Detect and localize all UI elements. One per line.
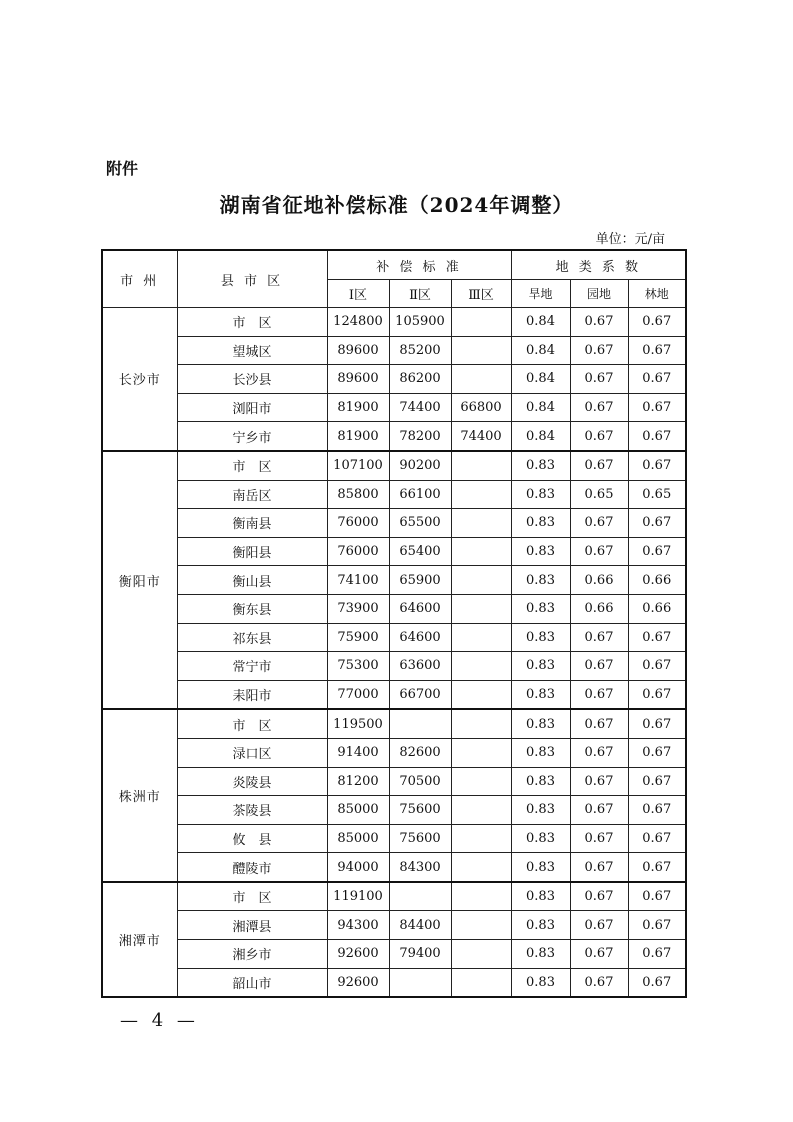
dry-coef-cell: 0.83 bbox=[511, 882, 570, 911]
zone1-cell: 76000 bbox=[327, 537, 389, 566]
zone3-cell bbox=[451, 824, 511, 853]
forest-coef-cell: 0.67 bbox=[628, 623, 686, 652]
zone3-cell bbox=[451, 652, 511, 681]
zone1-cell: 107100 bbox=[327, 451, 389, 480]
table-row bbox=[102, 594, 686, 623]
forest-coef-cell: 0.67 bbox=[628, 968, 686, 997]
zone1-cell: 81900 bbox=[327, 422, 389, 451]
garden-coef-cell: 0.67 bbox=[570, 824, 628, 853]
zone1-cell: 89600 bbox=[327, 336, 389, 365]
county-cell: 衡东县 bbox=[177, 594, 327, 623]
zone2-cell bbox=[389, 709, 451, 738]
garden-coef-cell: 0.67 bbox=[570, 509, 628, 538]
header-zone2: Ⅱ区 bbox=[389, 280, 451, 308]
table-row bbox=[102, 940, 686, 969]
zone3-cell bbox=[451, 451, 511, 480]
dry-coef-cell: 0.83 bbox=[511, 968, 570, 997]
garden-coef-cell: 0.67 bbox=[570, 652, 628, 681]
zone2-cell: 64600 bbox=[389, 623, 451, 652]
header-dry-land: 旱地 bbox=[511, 280, 570, 308]
table-row bbox=[102, 480, 686, 509]
dry-coef-cell: 0.83 bbox=[511, 509, 570, 538]
table-row bbox=[102, 451, 686, 480]
dry-coef-cell: 0.83 bbox=[511, 796, 570, 825]
garden-coef-cell: 0.66 bbox=[570, 594, 628, 623]
zone2-cell: 105900 bbox=[389, 308, 451, 337]
garden-coef-cell: 0.67 bbox=[570, 422, 628, 451]
forest-coef-cell: 0.67 bbox=[628, 709, 686, 738]
zone1-cell: 124800 bbox=[327, 308, 389, 337]
forest-coef-cell: 0.65 bbox=[628, 480, 686, 509]
forest-coef-cell: 0.66 bbox=[628, 594, 686, 623]
table-row bbox=[102, 796, 686, 825]
dry-coef-cell: 0.84 bbox=[511, 308, 570, 337]
dry-coef-cell: 0.83 bbox=[511, 824, 570, 853]
zone2-cell: 64600 bbox=[389, 594, 451, 623]
zone3-cell bbox=[451, 336, 511, 365]
county-cell: 衡南县 bbox=[177, 509, 327, 538]
zone2-cell: 65400 bbox=[389, 537, 451, 566]
zone1-cell: 75900 bbox=[327, 623, 389, 652]
zone2-cell: 75600 bbox=[389, 824, 451, 853]
zone1-cell: 85800 bbox=[327, 480, 389, 509]
county-cell: 市 区 bbox=[177, 451, 327, 480]
garden-coef-cell: 0.67 bbox=[570, 853, 628, 882]
garden-coef-cell: 0.67 bbox=[570, 623, 628, 652]
table-row bbox=[102, 824, 686, 853]
zone1-cell: 94000 bbox=[327, 853, 389, 882]
zone3-cell bbox=[451, 594, 511, 623]
zone3-cell bbox=[451, 308, 511, 337]
forest-coef-cell: 0.67 bbox=[628, 767, 686, 796]
dry-coef-cell: 0.83 bbox=[511, 480, 570, 509]
county-cell: 市 区 bbox=[177, 308, 327, 337]
city-cell: 长沙市 bbox=[102, 308, 177, 451]
table-row bbox=[102, 738, 686, 767]
zone1-cell: 119100 bbox=[327, 882, 389, 911]
zone2-cell: 70500 bbox=[389, 767, 451, 796]
header-garden-land: 园地 bbox=[570, 280, 628, 308]
garden-coef-cell: 0.67 bbox=[570, 968, 628, 997]
forest-coef-cell: 0.67 bbox=[628, 680, 686, 709]
dry-coef-cell: 0.83 bbox=[511, 623, 570, 652]
zone2-cell: 65500 bbox=[389, 509, 451, 538]
garden-coef-cell: 0.67 bbox=[570, 709, 628, 738]
zone1-cell: 75300 bbox=[327, 652, 389, 681]
county-cell: 炎陵县 bbox=[177, 767, 327, 796]
zone3-cell: 66800 bbox=[451, 393, 511, 422]
city-cell: 湘潭市 bbox=[102, 882, 177, 997]
zone1-cell: 119500 bbox=[327, 709, 389, 738]
county-cell: 常宁市 bbox=[177, 652, 327, 681]
document-title: 湖南省征地补偿标准（2024年调整） bbox=[219, 193, 574, 217]
forest-coef-cell: 0.67 bbox=[628, 853, 686, 882]
garden-coef-cell: 0.67 bbox=[570, 767, 628, 796]
table-row bbox=[102, 393, 686, 422]
county-cell: 韶山市 bbox=[177, 968, 327, 997]
zone1-cell: 77000 bbox=[327, 680, 389, 709]
dry-coef-cell: 0.84 bbox=[511, 365, 570, 394]
garden-coef-cell: 0.67 bbox=[570, 940, 628, 969]
county-cell: 醴陵市 bbox=[177, 853, 327, 882]
county-cell: 长沙县 bbox=[177, 365, 327, 394]
forest-coef-cell: 0.67 bbox=[628, 336, 686, 365]
county-cell: 耒阳市 bbox=[177, 680, 327, 709]
zone3-cell bbox=[451, 796, 511, 825]
zone3-cell bbox=[451, 738, 511, 767]
header-county: 县 市 区 bbox=[177, 250, 327, 308]
header-forest-land: 林地 bbox=[628, 280, 686, 308]
zone1-cell: 73900 bbox=[327, 594, 389, 623]
county-cell: 宁乡市 bbox=[177, 422, 327, 451]
table-row bbox=[102, 509, 686, 538]
zone3-cell bbox=[451, 365, 511, 394]
zone3-cell: 74400 bbox=[451, 422, 511, 451]
table-row bbox=[102, 336, 686, 365]
dry-coef-cell: 0.83 bbox=[511, 709, 570, 738]
county-cell: 市 区 bbox=[177, 882, 327, 911]
zone2-cell: 85200 bbox=[389, 336, 451, 365]
zone1-cell: 91400 bbox=[327, 738, 389, 767]
header-zone1: Ⅰ区 bbox=[327, 280, 389, 308]
zone2-cell: 86200 bbox=[389, 365, 451, 394]
table-row bbox=[102, 566, 686, 595]
table-row bbox=[102, 308, 686, 337]
zone2-cell: 84400 bbox=[389, 911, 451, 940]
dry-coef-cell: 0.83 bbox=[511, 680, 570, 709]
zone1-cell: 76000 bbox=[327, 509, 389, 538]
county-cell: 浏阳市 bbox=[177, 393, 327, 422]
forest-coef-cell: 0.67 bbox=[628, 738, 686, 767]
zone3-cell bbox=[451, 968, 511, 997]
table-row bbox=[102, 968, 686, 997]
forest-coef-cell: 0.67 bbox=[628, 911, 686, 940]
dry-coef-cell: 0.84 bbox=[511, 336, 570, 365]
table-row bbox=[102, 767, 686, 796]
table-row bbox=[102, 853, 686, 882]
forest-coef-cell: 0.67 bbox=[628, 393, 686, 422]
header-zone3: Ⅲ区 bbox=[451, 280, 511, 308]
zone2-cell: 65900 bbox=[389, 566, 451, 595]
county-cell: 攸 县 bbox=[177, 824, 327, 853]
county-cell: 衡山县 bbox=[177, 566, 327, 595]
zone3-cell bbox=[451, 537, 511, 566]
county-cell: 湘乡市 bbox=[177, 940, 327, 969]
zone3-cell bbox=[451, 480, 511, 509]
zone2-cell: 79400 bbox=[389, 940, 451, 969]
zone2-cell: 66100 bbox=[389, 480, 451, 509]
table-row bbox=[102, 882, 686, 911]
zone3-cell bbox=[451, 509, 511, 538]
table-row bbox=[102, 422, 686, 451]
dry-coef-cell: 0.84 bbox=[511, 422, 570, 451]
zone2-cell bbox=[389, 882, 451, 911]
zone2-cell: 84300 bbox=[389, 853, 451, 882]
zone1-cell: 81200 bbox=[327, 767, 389, 796]
zone1-cell: 81900 bbox=[327, 393, 389, 422]
zone1-cell: 92600 bbox=[327, 940, 389, 969]
header-city: 市 州 bbox=[102, 250, 177, 308]
city-cell: 衡阳市 bbox=[102, 451, 177, 709]
county-cell: 湘潭县 bbox=[177, 911, 327, 940]
table-row bbox=[102, 623, 686, 652]
garden-coef-cell: 0.67 bbox=[570, 365, 628, 394]
table-row bbox=[102, 652, 686, 681]
forest-coef-cell: 0.67 bbox=[628, 422, 686, 451]
garden-coef-cell: 0.67 bbox=[570, 308, 628, 337]
forest-coef-cell: 0.67 bbox=[628, 940, 686, 969]
county-cell: 渌口区 bbox=[177, 738, 327, 767]
zone2-cell: 82600 bbox=[389, 738, 451, 767]
compensation-table bbox=[101, 249, 687, 998]
city-cell: 株洲市 bbox=[102, 709, 177, 882]
table-row bbox=[102, 680, 686, 709]
zone1-cell: 89600 bbox=[327, 365, 389, 394]
dry-coef-cell: 0.83 bbox=[511, 652, 570, 681]
zone1-cell: 85000 bbox=[327, 796, 389, 825]
zone3-cell bbox=[451, 882, 511, 911]
forest-coef-cell: 0.67 bbox=[628, 796, 686, 825]
dry-coef-cell: 0.83 bbox=[511, 940, 570, 969]
county-cell: 茶陵县 bbox=[177, 796, 327, 825]
zone3-cell bbox=[451, 911, 511, 940]
forest-coef-cell: 0.67 bbox=[628, 451, 686, 480]
table-row bbox=[102, 911, 686, 940]
garden-coef-cell: 0.67 bbox=[570, 336, 628, 365]
forest-coef-cell: 0.67 bbox=[628, 509, 686, 538]
zone3-cell bbox=[451, 566, 511, 595]
zone2-cell bbox=[389, 968, 451, 997]
dry-coef-cell: 0.84 bbox=[511, 393, 570, 422]
dry-coef-cell: 0.83 bbox=[511, 451, 570, 480]
dry-coef-cell: 0.83 bbox=[511, 566, 570, 595]
dry-coef-cell: 0.83 bbox=[511, 911, 570, 940]
forest-coef-cell: 0.67 bbox=[628, 537, 686, 566]
forest-coef-cell: 0.67 bbox=[628, 365, 686, 394]
zone1-cell: 85000 bbox=[327, 824, 389, 853]
county-cell: 市 区 bbox=[177, 709, 327, 738]
garden-coef-cell: 0.67 bbox=[570, 680, 628, 709]
forest-coef-cell: 0.66 bbox=[628, 566, 686, 595]
county-cell: 衡阳县 bbox=[177, 537, 327, 566]
county-cell: 祁东县 bbox=[177, 623, 327, 652]
dry-coef-cell: 0.83 bbox=[511, 537, 570, 566]
zone1-cell: 92600 bbox=[327, 968, 389, 997]
garden-coef-cell: 0.67 bbox=[570, 882, 628, 911]
zone2-cell: 74400 bbox=[389, 393, 451, 422]
unit-label: 单位：元/亩 bbox=[595, 232, 665, 247]
garden-coef-cell: 0.67 bbox=[570, 911, 628, 940]
forest-coef-cell: 0.67 bbox=[628, 882, 686, 911]
table-row bbox=[102, 709, 686, 738]
page-number: — 4 — bbox=[120, 1010, 199, 1031]
dry-coef-cell: 0.83 bbox=[511, 853, 570, 882]
dry-coef-cell: 0.83 bbox=[511, 594, 570, 623]
table-body bbox=[102, 308, 686, 998]
garden-coef-cell: 0.67 bbox=[570, 451, 628, 480]
zone2-cell: 66700 bbox=[389, 680, 451, 709]
zone2-cell: 90200 bbox=[389, 451, 451, 480]
zone3-cell bbox=[451, 767, 511, 796]
table-row bbox=[102, 365, 686, 394]
garden-coef-cell: 0.67 bbox=[570, 738, 628, 767]
dry-coef-cell: 0.83 bbox=[511, 738, 570, 767]
zone1-cell: 74100 bbox=[327, 566, 389, 595]
garden-coef-cell: 0.65 bbox=[570, 480, 628, 509]
attachment-label: 附件 bbox=[106, 159, 139, 178]
forest-coef-cell: 0.67 bbox=[628, 652, 686, 681]
zone2-cell: 63600 bbox=[389, 652, 451, 681]
zone3-cell bbox=[451, 709, 511, 738]
zone3-cell bbox=[451, 853, 511, 882]
county-cell: 望城区 bbox=[177, 336, 327, 365]
zone3-cell bbox=[451, 940, 511, 969]
garden-coef-cell: 0.67 bbox=[570, 393, 628, 422]
header-compensation: 补 偿 标 准 bbox=[327, 250, 511, 280]
zone3-cell bbox=[451, 680, 511, 709]
garden-coef-cell: 0.67 bbox=[570, 537, 628, 566]
zone2-cell: 78200 bbox=[389, 422, 451, 451]
forest-coef-cell: 0.67 bbox=[628, 824, 686, 853]
zone2-cell: 75600 bbox=[389, 796, 451, 825]
header-coefficient: 地 类 系 数 bbox=[511, 250, 686, 280]
zone3-cell bbox=[451, 623, 511, 652]
garden-coef-cell: 0.66 bbox=[570, 566, 628, 595]
table-row bbox=[102, 537, 686, 566]
dry-coef-cell: 0.83 bbox=[511, 767, 570, 796]
zone1-cell: 94300 bbox=[327, 911, 389, 940]
county-cell: 南岳区 bbox=[177, 480, 327, 509]
garden-coef-cell: 0.67 bbox=[570, 796, 628, 825]
forest-coef-cell: 0.67 bbox=[628, 308, 686, 337]
